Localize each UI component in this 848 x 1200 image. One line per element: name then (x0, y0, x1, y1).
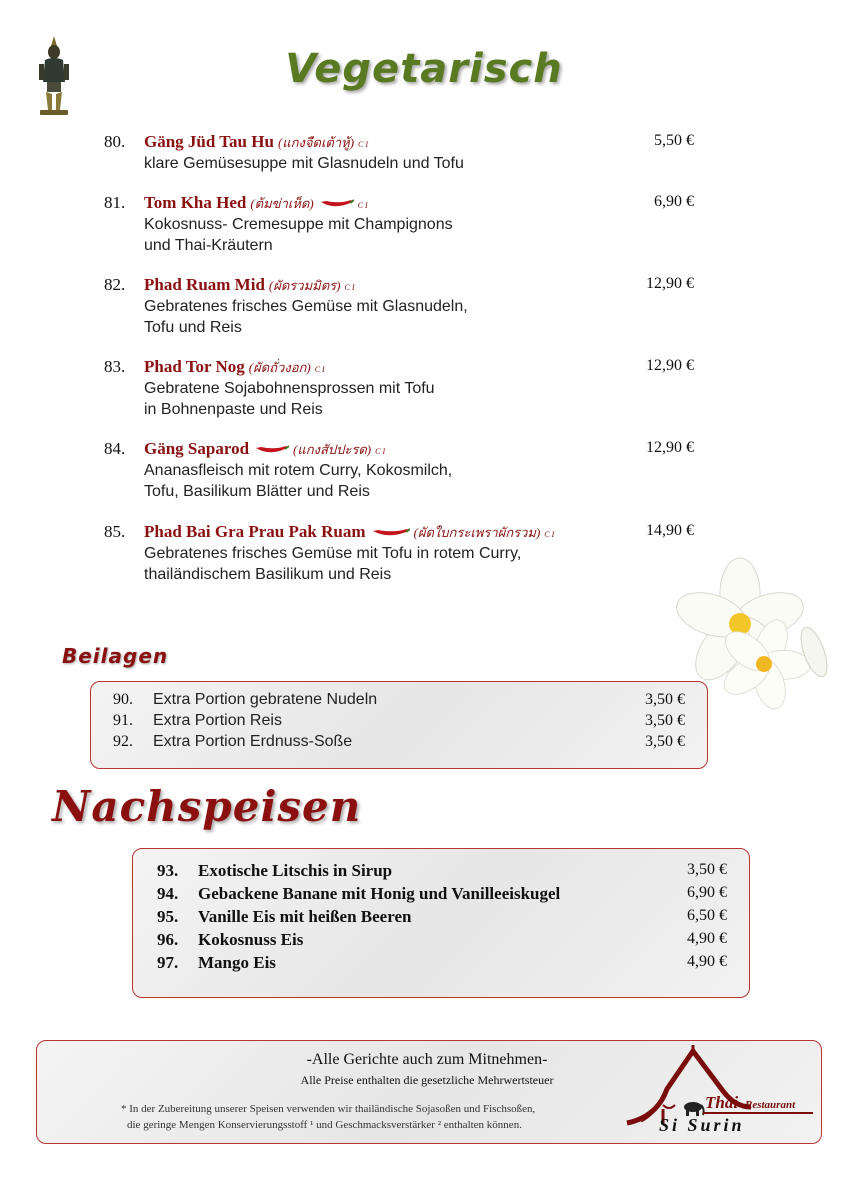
section-title-vegetarisch: Vegetarisch (285, 46, 563, 92)
item-price: 6,50 € (687, 907, 727, 924)
restaurant-logo (623, 1045, 819, 1141)
list-item (113, 691, 685, 713)
item-price: 4,90 € (687, 930, 727, 947)
item-number: 97. (157, 953, 179, 972)
item-name: Phad Tor Nog (ผัดถั่วงอก) C I (144, 357, 325, 376)
item-description: Gebratene Sojabohnensprossen mit Tofu in Bohnenpaste und Reis (144, 380, 435, 418)
list-item (157, 930, 727, 953)
logo-restaurant: Restaurant (745, 1099, 796, 1111)
section-title-nachspeisen: Nachspeisen (52, 782, 362, 831)
item-price: 14,90 € (646, 522, 694, 539)
item-thai-name: (แกงสัปปะรด) (293, 442, 372, 457)
item-number: 84. (104, 439, 126, 458)
item-number: 91. (113, 712, 133, 729)
list-item (113, 712, 685, 734)
item-codes: C I (375, 447, 386, 456)
item-name: Exotische Litschis in Sirup (198, 861, 393, 880)
section-title-beilagen: Beilagen (62, 644, 169, 668)
item-name: Extra Portion Reis (153, 712, 282, 729)
item-name: Extra Portion Erdnuss-Soße (153, 733, 353, 750)
item-codes: C I (357, 201, 368, 210)
item-number: 80. (104, 132, 126, 151)
item-number: 85. (104, 522, 126, 541)
item-thai-name: (ผัดรวมมิตร) (268, 278, 341, 293)
logo-name: Si Surin (659, 1115, 745, 1135)
nachspeisen-box (132, 848, 750, 998)
item-codes: C I (314, 365, 325, 374)
item-price: 3,50 € (645, 733, 685, 750)
list-item (157, 953, 727, 976)
item-price: 12,90 € (646, 357, 694, 374)
chili-icon (255, 444, 289, 456)
chili-icon (372, 527, 410, 539)
beilagen-box (90, 681, 708, 769)
item-number: 96. (157, 930, 179, 949)
vat-note: Alle Preise enthalten die gesetzliche Mehrwertsteuer (300, 1073, 554, 1087)
item-number: 93. (157, 861, 179, 880)
chili-icon (320, 198, 354, 210)
item-number: 82. (104, 275, 126, 294)
item-description: klare Gemüsesuppe mit Glasnudeln und Tofu (144, 155, 464, 172)
item-number: 81. (104, 193, 126, 212)
item-name: Extra Portion gebratene Nudeln (153, 691, 378, 708)
item-number: 83. (104, 357, 126, 376)
item-thai-name: (ต้มข่าเห็ด) (250, 196, 314, 211)
item-name: Mango Eis (198, 953, 276, 972)
item-name: Phad Ruam Mid (ผัดรวมมิตร) C I (144, 275, 355, 294)
additive-note: die geringe Mengen Konservierungsstoff ¹ und Geschmacksverstärker ² enthalten können. (127, 1119, 522, 1131)
item-name: Kokosnuss Eis (198, 930, 304, 949)
item-price: 3,50 € (687, 861, 727, 878)
item-number: 94. (157, 884, 179, 903)
item-description: Gebratenes frisches Gemüse mit Tofu in rotem Curry, thailändischem Basilikum und Reis (144, 545, 522, 583)
item-name: Gebackene Banane mit Honig und Vanilleeiskugel (198, 884, 561, 903)
takeaway-note: -Alle Gerichte auch zum Mitnehmen- (306, 1051, 548, 1068)
allergen-note: * In der Zubereitung unserer Speisen verwenden wir thailändische Sojasoßen und Fischsoßen, (121, 1103, 536, 1115)
list-item (157, 907, 727, 930)
item-price: 4,90 € (687, 953, 727, 970)
item-price: 6,90 € (687, 884, 727, 901)
item-name: Tom Kha Hed (ต้มข่าเห็ด) C I (144, 193, 368, 212)
item-name: Vanille Eis mit heißen Beeren (198, 907, 412, 926)
item-number: 90. (113, 691, 133, 708)
item-price: 12,90 € (646, 275, 694, 292)
item-number: 92. (113, 733, 133, 750)
item-price: 3,50 € (645, 691, 685, 708)
item-name: Gäng Jüd Tau Hu (แกงจืดเต้าหู้) C I (144, 132, 369, 151)
logo-thai: Thai (705, 1093, 739, 1112)
item-description: Ananasfleisch mit rotem Curry, Kokosmilch, Tofu, Basilikum Blätter und Reis (144, 462, 453, 500)
footer-box (36, 1040, 822, 1144)
item-codes: C I (544, 530, 555, 539)
item-codes: C I (344, 283, 355, 292)
item-thai-name: (ผัดถั่วงอก) (248, 360, 311, 375)
item-name: Phad Bai Gra Prau Pak Ruam (ผัดใบกระเพราผักรวม) C I (144, 522, 555, 541)
item-description: Kokosnuss- Cremesuppe mit Champignons und Thai-Kräutern (144, 216, 453, 254)
list-item (113, 733, 685, 755)
item-thai-name: (ผัดใบกระเพราผักรวม) (413, 525, 541, 540)
list-item (157, 861, 727, 884)
item-codes: C I (358, 140, 369, 149)
item-name: Gäng Saparod (แกงสัปปะรด) C I (144, 439, 386, 458)
list-item (157, 884, 727, 907)
item-price: 5,50 € (654, 132, 694, 149)
item-number: 95. (157, 907, 179, 926)
item-price: 6,90 € (654, 193, 694, 210)
item-description: Gebratenes frisches Gemüse mit Glasnudeln, Tofu und Reis (144, 298, 468, 336)
item-price: 3,50 € (645, 712, 685, 729)
item-price: 12,90 € (646, 439, 694, 456)
item-thai-name: (แกงจืดเต้าหู้) (277, 135, 355, 150)
